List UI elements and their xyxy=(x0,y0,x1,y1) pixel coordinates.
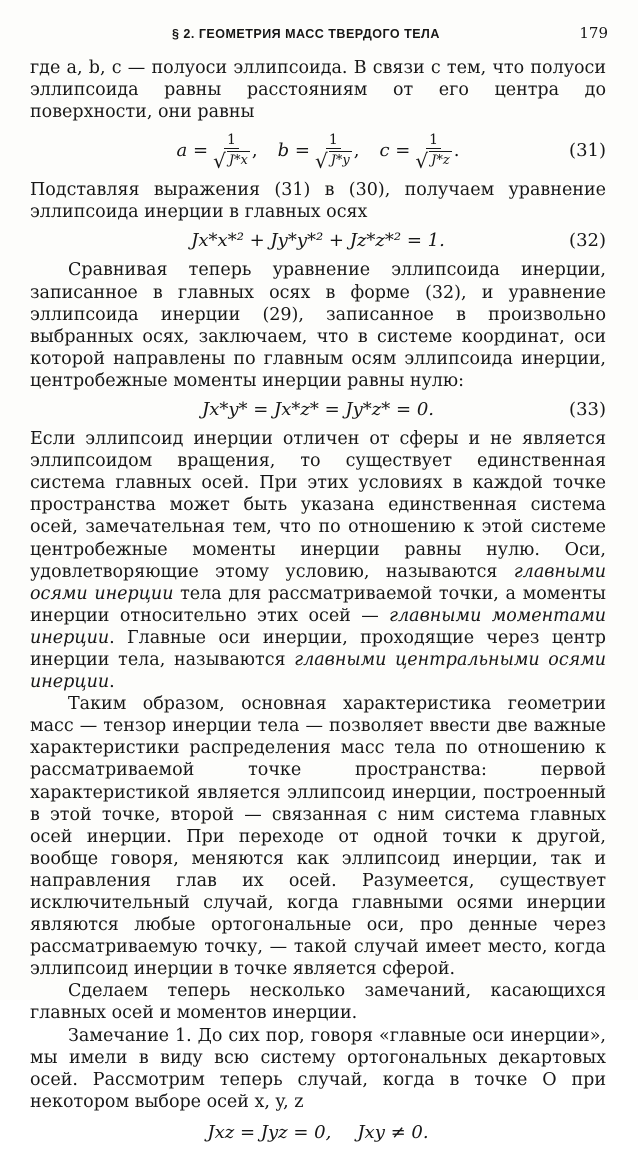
formula-c xyxy=(380,132,460,171)
fraction-a-numerator: 1 xyxy=(224,132,239,149)
fraction-a xyxy=(213,132,250,171)
paragraph-substitution: Подставляя выражения (31) в (30), получаем уравнение эллипсоида инерции в главных осях xyxy=(30,180,606,223)
paragraph-comparison: Сравнивая теперь уравнение эллипсоида инерции, записанное в главных осях в форме (32), и уравнение эллипсоида инерции (29), записанное в произвольно выбранных осях, заключаем, что в системе координат, оси которой направлены по главным осям эллипсоида инерции, центробежные моменты инерции равны нулю: xyxy=(30,260,606,391)
fraction-b-numerator: 1 xyxy=(326,132,341,149)
radical-argument-jy: J*y xyxy=(330,152,350,168)
page-number: 179 xyxy=(579,24,608,42)
radical-sign: √ xyxy=(213,148,226,173)
equation-32-formula: Jx*x*² + Jy*y*² + Jz*z*² = 1. xyxy=(191,230,445,252)
formula-b-lhs: b = xyxy=(277,140,310,162)
radical-argument-jz: J*z xyxy=(431,152,450,168)
paragraph-semi-axes: где a, b, c — полуоси эллипсоида. В связи с тем, что полуоси эллипсоида равны расстояниям от его центра до поверхности, они равны xyxy=(30,58,606,123)
page-header xyxy=(30,22,610,46)
equation-number-32: (32) xyxy=(569,230,606,252)
term-principal-axes: главными осями инерции xyxy=(30,561,606,604)
equation-final xyxy=(30,1113,606,1153)
equation-final-part-2: Jxy ≠ 0. xyxy=(357,1121,429,1143)
equation-final-part-1: Jxz = Jyz = 0, xyxy=(207,1121,332,1143)
formula-a xyxy=(177,132,258,171)
formula-a-lhs: a = xyxy=(176,140,209,162)
equation-31 xyxy=(30,123,606,179)
formula-c-lhs: c = xyxy=(379,140,411,162)
fraction-c-denominator xyxy=(415,149,451,171)
principal-axes-text-4: . xyxy=(109,672,115,693)
equation-number-31: (31) xyxy=(569,140,606,162)
paragraph-remarks-intro: Сделаем теперь несколько замечаний, касающихся главных осей и моментов инерции. xyxy=(30,981,606,1024)
term-central-principal-axes: главными центральными осями инерции xyxy=(30,649,606,693)
equation-number-33: (33) xyxy=(569,398,606,420)
term-principal-moments: главными моментами инерции xyxy=(30,605,606,648)
equation-33 xyxy=(30,392,606,428)
formula-b xyxy=(278,132,360,171)
principal-axes-text-3: . Главные оси инерции, проходящие через центр инерции тела, называются xyxy=(30,627,606,670)
equation-32 xyxy=(30,223,606,259)
page-body xyxy=(30,57,606,1153)
separator: . xyxy=(453,140,460,162)
fraction-c xyxy=(415,132,451,171)
separator: , xyxy=(251,140,258,162)
equation-33-formula: Jx*y* = Jx*z* = Jy*z* = 0. xyxy=(201,398,434,420)
fraction-b xyxy=(315,132,352,171)
fraction-b-denominator xyxy=(315,149,352,171)
principal-axes-text-2: тела для рассматриваемой точки, а моменты инерции относительно этих осей — xyxy=(30,583,606,626)
fraction-a-denominator xyxy=(213,149,250,171)
radical-argument-jx: J*x xyxy=(228,152,248,168)
paragraph-principal-axes xyxy=(30,428,606,693)
principal-axes-text-1: Если эллипсоид инерции отличен от сферы и не является эллипсоидом вращения, то существует единственная система главных осей. При этих условиях в каждой точке пространства может быть указана единственная система осей, замечательная тем, что по отношению к этой системе центробежные моменты инерции равны нулю. Оси, удовлетворяющие этому условию, называются xyxy=(30,429,606,582)
running-title: § 2. ГЕОМЕТРИЯ МАСС ТВЕРДОГО ТЕЛА xyxy=(172,27,440,41)
separator: , xyxy=(353,140,360,162)
radical-sign: √ xyxy=(314,148,328,173)
paragraph-remark-1: Замечание 1. До сих пор, говоря «главные оси инерции», мы имели в виду всю систему ортогональных декартовых осей. Рассмотрим теперь случай, когда в точке O при некотором выборе осей x, y, z xyxy=(30,1025,606,1112)
fraction-c-numerator: 1 xyxy=(426,132,441,149)
radical-sign: √ xyxy=(415,148,429,173)
paragraph-summary: Таким образом, основная характеристика геометрии масс — тензор инерции тела — позволяет ввести две важные характеристики распределения масс тела по отношению к рассматриваемой точке пространства: первой характеристикой является эллипсоид инерции, построенный в этой точке, второй — связанная с ним система главных осей инерции. При переходе от одной точки к другой, вообще говоря, меняются как эллипсоид инерции, так и направления глав их осей. Разумеется, существует исключительный случай, когда главными осями инерции являются любые ортогональные оси, про денные через рассматриваемую точку, — такой случай имеет место, когда эллипсоид инерции в точке является сферой. xyxy=(30,694,606,980)
